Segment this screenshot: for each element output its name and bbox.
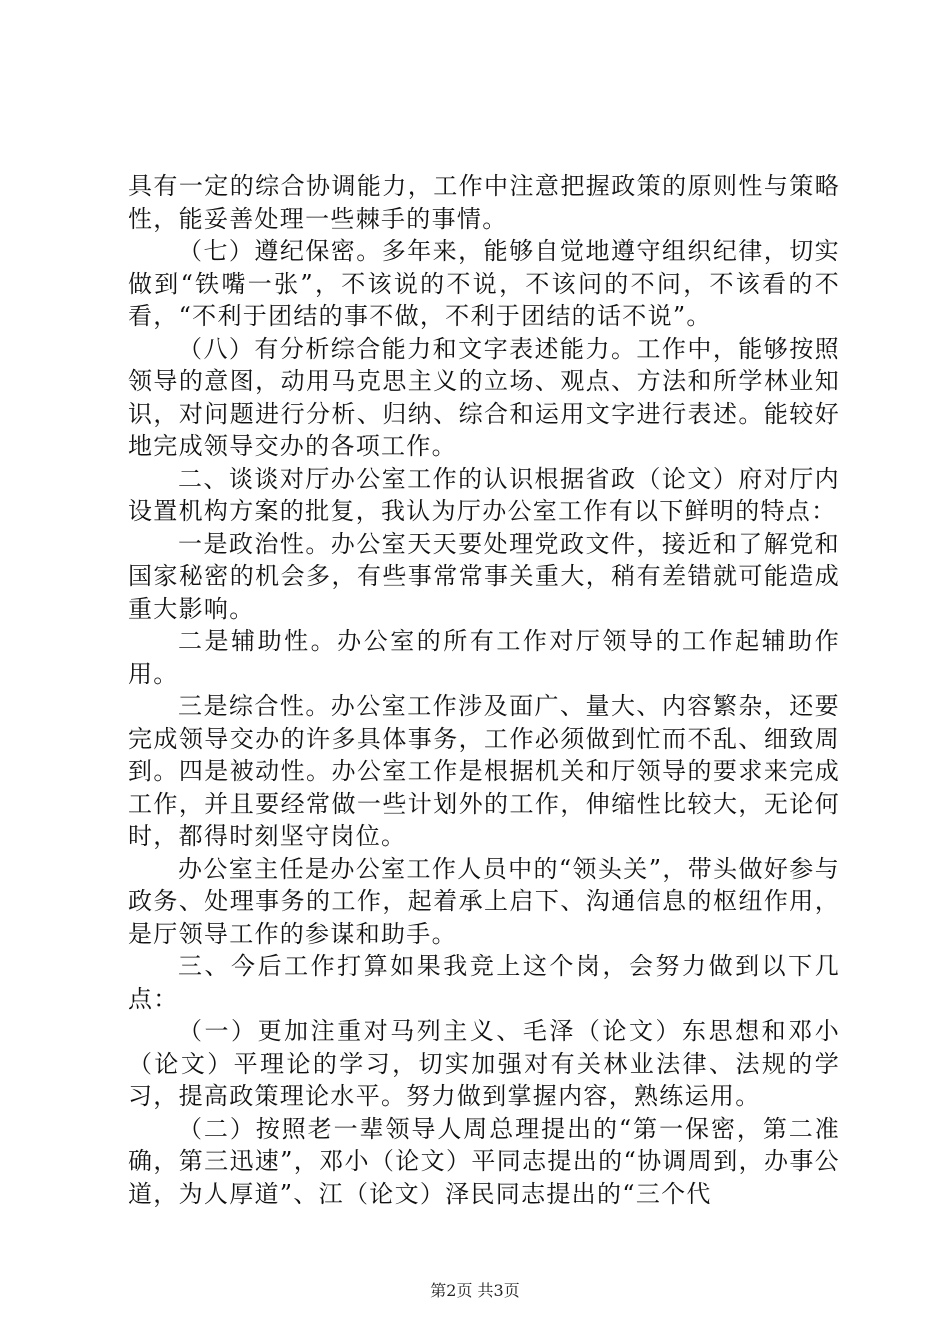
paragraph-political: 一是政治性。办公室天天要处理党政文件，接近和了解党和国家秘密的机会多，有些事常常事关重大，稍有差错就可能造成重大影响。 [128, 529, 840, 623]
paragraph-auxiliary: 二是辅助性。办公室的所有工作对厅领导的工作起辅助作用。 [128, 627, 840, 688]
paragraph-plan-2: （二）按照老一辈领导人周总理提出的“第一保密，第二准确，第三迅速”，邓小（论文）平同志提出的“协调周到，办事公道，为人厚道”、江（论文）泽民同志提出的“三个代 [128, 1114, 840, 1208]
paragraph-office-director: 办公室主任是办公室工作人员中的“领头关”，带头做好参与政务、处理事务的工作，起着承上启下、沟通信息的枢纽作用，是厅领导工作的参谋和助手。 [128, 854, 840, 948]
document-body [128, 170, 840, 1210]
paragraph-continuation: 具有一定的综合协调能力，工作中注意把握政策的原则性与策略性，能妥善处理一些棘手的事情。 [128, 172, 840, 233]
page-number-footer: 第2页 共3页 [430, 1281, 520, 1300]
paragraph-section-2-heading: 二、谈谈对厅办公室工作的认识根据省政（论文）府对厅内设置机构方案的批复，我认为厅办公室工作有以下鲜明的特点： [128, 464, 840, 525]
paragraph-item-7: （七）遵纪保密。多年来，能够自觉地遵守组织纪律，切实做到“铁嘴一张”，不该说的不说，不该问的不问，不该看的不看，“不利于团结的事不做，不利于团结的话不说”。 [128, 237, 840, 330]
paragraph-comprehensive: 三是综合性。办公室工作涉及面广、量大、内容繁杂，还要完成领导交办的许多具体事务，工作必须做到忙而不乱、细致周到。四是被动性。办公室工作是根据机关和厅领导的要求来完成工作，并且要经常做一些计划外的工作，伸缩性比较大，无论何时，都得时刻坚守岗位。 [128, 692, 840, 850]
paragraph-plan-1: （一）更加注重对马列主义、毛泽（论文）东思想和邓小（论文）平理论的学习，切实加强对有关林业法律、法规的学习，提高政策理论水平。努力做到掌握内容，熟练运用。 [128, 1017, 840, 1110]
paragraph-item-8: （八）有分析综合能力和文字表述能力。工作中，能够按照领导的意图，动用马克思主义的立场、观点、方法和所学林业知识，对问题进行分析、归纳、综合和运用文字进行表述。能较好地完成领导交办的各项工作。 [128, 334, 840, 460]
paragraph-section-3-heading: 三、今后工作打算如果我竞上这个岗，会努力做到以下几点： [128, 952, 840, 1013]
